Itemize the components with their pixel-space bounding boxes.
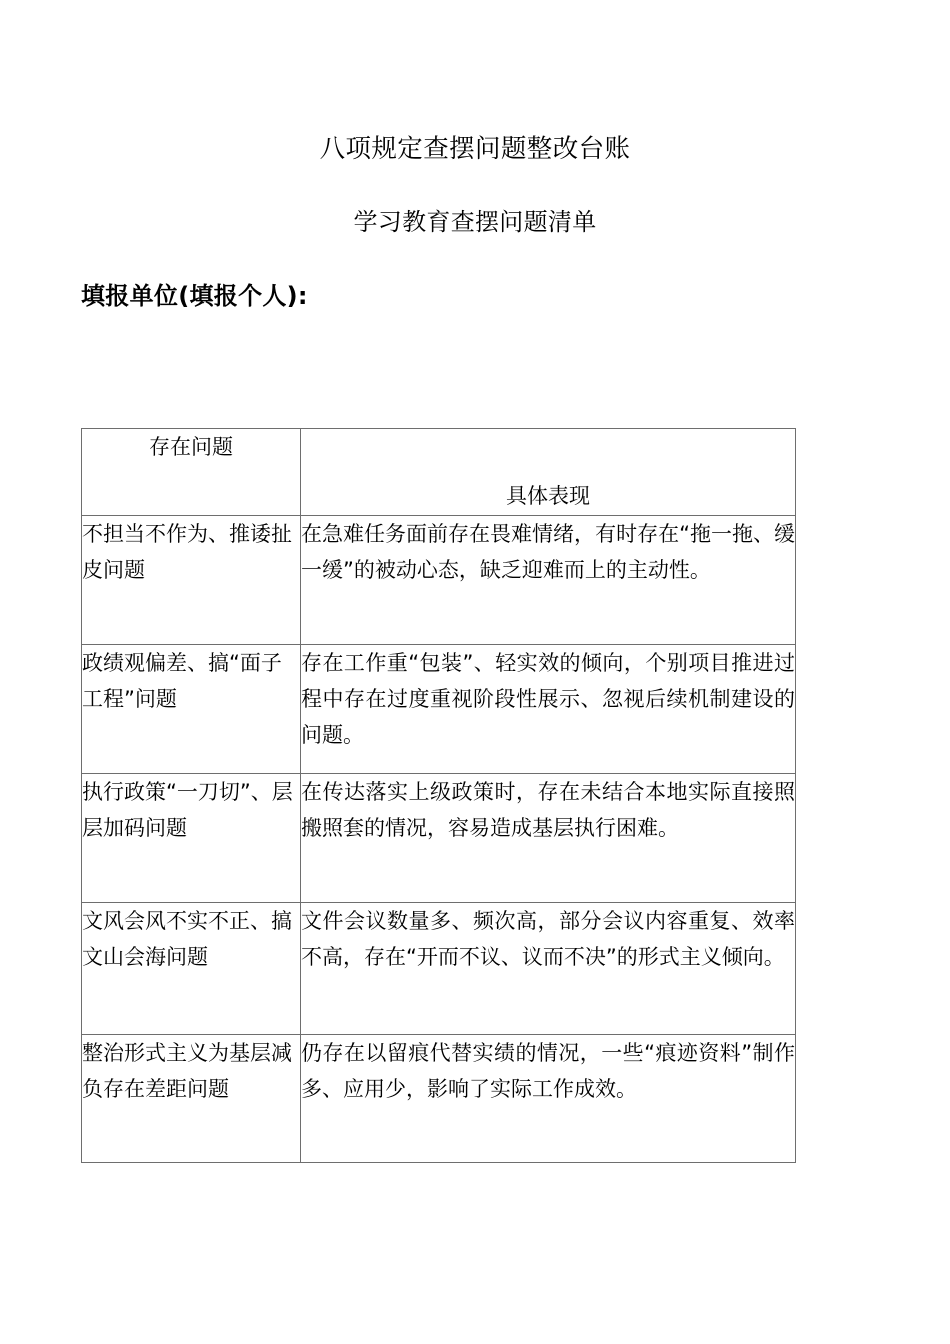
table-row xyxy=(82,774,796,903)
document-sub-title: 学习教育查摆问题清单 xyxy=(353,208,597,236)
cell-detail xyxy=(301,645,796,774)
column-header-detail xyxy=(301,429,796,516)
document-main-title: 八项规定查摆问题整改台账 xyxy=(319,134,631,164)
cell-detail-text: 存在工作重“包装”、轻实效的倾向，个别项目推进过程中存在过度重视阶段性展示、忽视后续机制建设的问题。 xyxy=(301,651,795,748)
cell-detail-text: 文件会议数量多、频次高，部分会议内容重复、效率不高，存在“开而不议、议而不决”的形式主义倾向。 xyxy=(301,909,795,970)
issue-checklist-table xyxy=(81,428,796,1163)
cell-issue xyxy=(82,516,301,645)
cell-issue-text: 不担当不作为、推诿扯皮问题 xyxy=(82,522,292,583)
column-header-issue xyxy=(82,429,301,516)
cell-detail-text: 在传达落实上级政策时，存在未结合本地实际直接照搬照套的情况，容易造成基层执行困难。 xyxy=(301,780,795,841)
column-header-detail-label: 具体表现 xyxy=(506,483,590,508)
cell-issue-text: 整治形式主义为基层减负存在差距问题 xyxy=(82,1041,292,1102)
cell-issue-text: 文风会风不实不正、搞文山会海问题 xyxy=(82,909,292,970)
cell-issue xyxy=(82,903,301,1035)
table-row xyxy=(82,903,796,1035)
cell-detail xyxy=(301,1035,796,1163)
cell-detail-text: 仍存在以留痕代替实绩的情况，一些“痕迹资料”制作多、应用少，影响了实际工作成效。 xyxy=(301,1041,795,1102)
cell-detail xyxy=(301,903,796,1035)
filer-unit-label: 填报单位(填报个人): xyxy=(81,282,308,310)
cell-issue xyxy=(82,774,301,903)
table-row xyxy=(82,516,796,645)
table-row xyxy=(82,1035,796,1163)
cell-detail xyxy=(301,516,796,645)
cell-detail-text: 在急难任务面前存在畏难情绪，有时存在“拖一拖、缓一缓”的被动心态，缺乏迎难而上的主动性。 xyxy=(301,522,795,583)
cell-detail xyxy=(301,774,796,903)
table-row xyxy=(82,645,796,774)
cell-issue xyxy=(82,1035,301,1163)
cell-issue xyxy=(82,645,301,774)
table-header-row xyxy=(82,429,796,516)
cell-issue-text: 执行政策“一刀切”、层层加码问题 xyxy=(82,780,293,841)
column-header-issue-label: 存在问题 xyxy=(149,435,233,459)
cell-issue-text: 政绩观偏差、搞“面子工程”问题 xyxy=(82,651,282,712)
